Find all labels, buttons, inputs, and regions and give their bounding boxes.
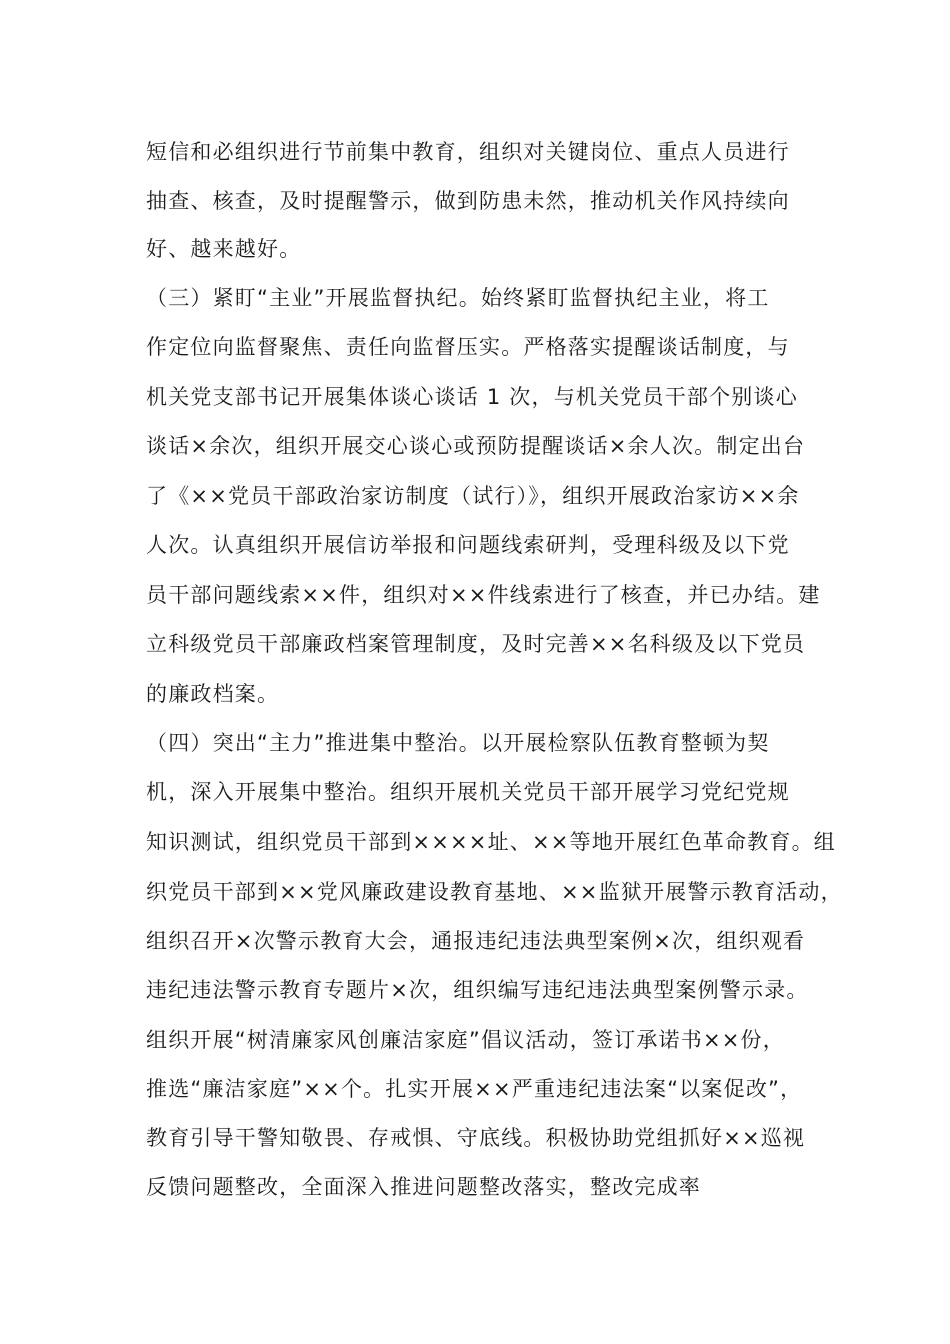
text-line: 了《××党员干部政治家访制度（试行）》，组织开展政治家访××余 — [146, 484, 800, 508]
text-line: 反馈问题整改，全面深入推进问题整改落实，整改完成率 — [146, 1175, 701, 1199]
text-line: 抽查、核查，及时提醒警示，做到防患未然，推动机关作风持续向 — [146, 189, 790, 213]
text-line: 违纪违法警示教育专题片×次，组织编写违纪违法典型案例警示录。 — [146, 978, 809, 1002]
text-line: 短信和必组织进行节前集中教育，组织对关键岗位、重点人员进行 — [146, 140, 790, 164]
text-line: 谈话×余次，组织开展交心谈心或预防提醒谈话×余人次。制定出台 — [146, 434, 806, 458]
text-line: 织党员干部到××党风廉政建设教育基地、××监狱开展警示教育活动， — [146, 880, 843, 904]
text-line: 人次。认真组织开展信访举报和问题线索研判，受理科级及以下党 — [146, 533, 790, 557]
text-line: 作定位向监督聚焦、责任向监督压实。严格落实提醒谈话制度，与 — [146, 335, 790, 359]
text-line: 推选“廉洁家庭”××个。扎实开展××严重违纪违法案“以案促改”， — [146, 1077, 803, 1101]
text-line: 好、越来越好。 — [146, 237, 302, 261]
text-line: 组织开展“树清廉家风创廉洁家庭”倡议活动，签订承诺书××份， — [146, 1028, 785, 1052]
text-line: 知识测试，组织党员干部到××××址、××等地开展红色革命教育。组 — [146, 830, 836, 854]
section-heading-four: （四）突出“主力”推进集中整治。以开展检察队伍教育整顿为契 — [146, 731, 770, 755]
section-heading-three: （三）紧盯“主业”开展监督执纪。始终紧盯监督执纪主业，将工 — [146, 286, 770, 310]
text-line: 的廉政档案。 — [146, 682, 280, 706]
text-line: 员干部问题线索××件，组织对××件线索进行了核查，并已办结。建 — [146, 583, 821, 607]
text-line: 机，深入开展集中整治。组织开展机关党员干部开展学习党纪党规 — [146, 780, 790, 804]
text-line: 教育引导干警知敬畏、存戒惧、守底线。积极协助党组抓好××巡视 — [146, 1126, 806, 1150]
text-line: 机关党支部书记开展集体谈心谈话 1 次，与机关党员干部个别谈心 — [146, 385, 798, 409]
text-line: 立科级党员干部廉政档案管理制度，及时完善××名科级及以下党员 — [146, 632, 806, 656]
text-line: 组织召开×次警示教育大会，通报违纪违法典型案例×次，组织观看 — [146, 929, 806, 953]
